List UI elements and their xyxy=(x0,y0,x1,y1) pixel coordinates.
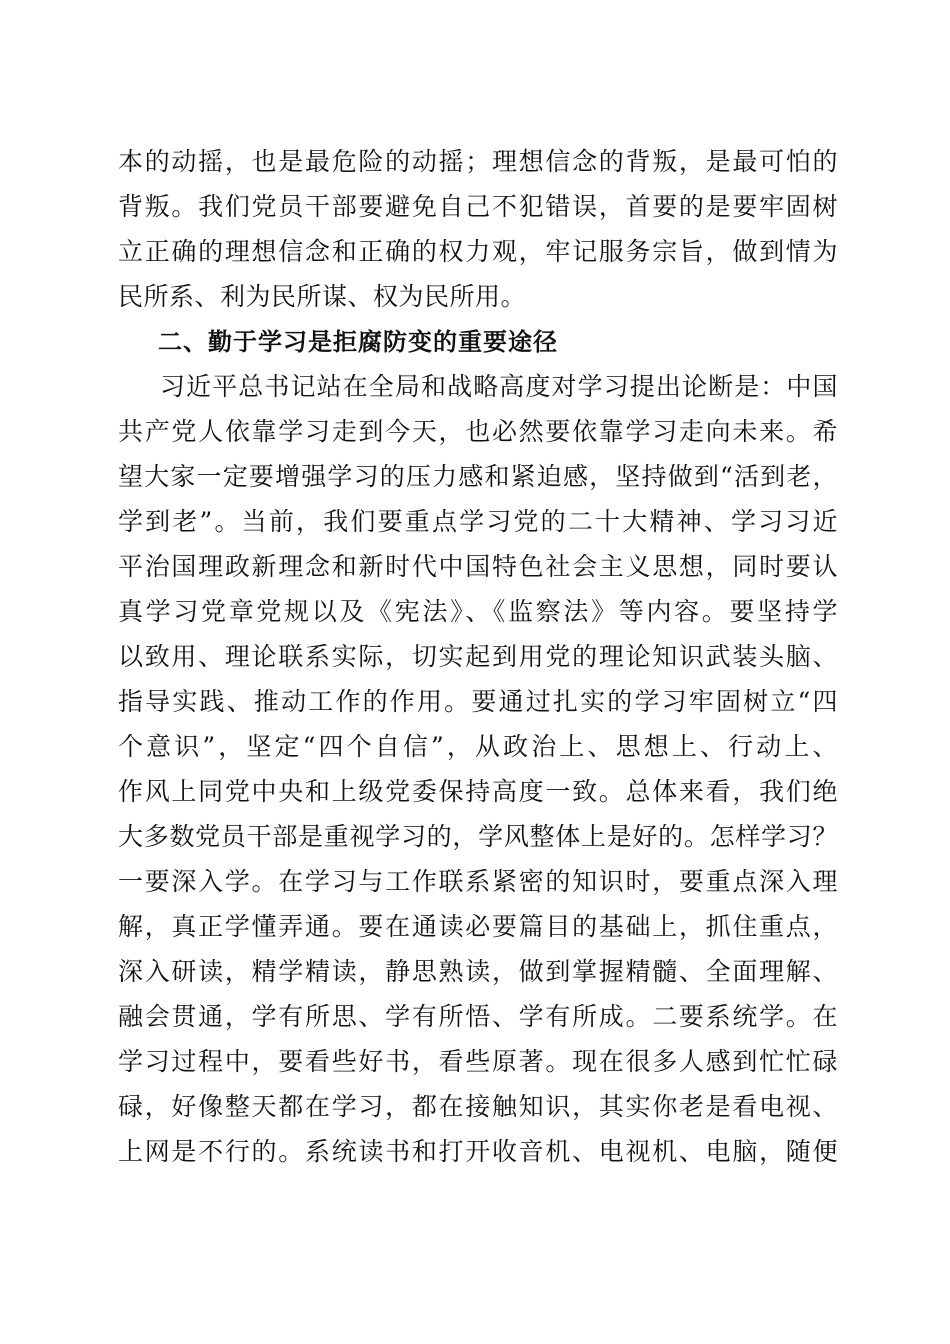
paragraph-line: 学到老”。当前，我们要重点学习党的二十大精神、学习习近 xyxy=(118,507,838,536)
paragraph-line: 大多数党员干部是重视学习的，学风整体上是好的。怎样学习？ xyxy=(118,822,838,851)
paragraph-line: 望大家一定要增强学习的压力感和紧迫感，坚持做到“活到老， xyxy=(118,462,838,491)
paragraph-line: 个意识”，坚定“四个自信”，从政治上、思想上、行动上、 xyxy=(118,732,838,761)
paragraph-line: 深入研读，精学精读，静思熟读，做到掌握精髓、全面理解、 xyxy=(118,957,838,986)
section-heading: 二、勤于学习是拒腐防变的重要途径 xyxy=(158,328,558,356)
paragraph-line: 共产党人依靠学习走到今天，也必然要依靠学习走向未来。希 xyxy=(118,417,838,446)
paragraph-line: 碌，好像整天都在学习，都在接触知识，其实你老是看电视、 xyxy=(118,1092,838,1121)
paragraph-line: 立正确的理想信念和正确的权力观，牢记服务宗旨，做到情为 xyxy=(118,237,838,266)
paragraph-line: 融会贯通，学有所思、学有所悟、学有所成。二要系统学。在 xyxy=(118,1002,838,1031)
paragraph-line: 学习过程中，要看些好书，看些原著。现在很多人感到忙忙碌 xyxy=(118,1047,838,1076)
paragraph-line: 习近平总书记站在全局和战略高度对学习提出论断是：中国 xyxy=(160,372,838,401)
paragraph-line: 指导实践、推动工作的作用。要通过扎实的学习牢固树立“四 xyxy=(118,687,838,716)
paragraph-line: 平治国理政新理念和新时代中国特色社会主义思想，同时要认 xyxy=(118,552,838,581)
paragraph-line: 真学习党章党规以及《宪法》、《监察法》等内容。要坚持学 xyxy=(118,597,838,626)
paragraph-line: 背叛。我们党员干部要避免自己不犯错误，首要的是要牢固树 xyxy=(118,192,838,221)
paragraph-line: 民所系、利为民所谋、权为民所用。 xyxy=(118,282,527,311)
paragraph-line: 解，真正学懂弄通。要在通读必要篇目的基础上，抓住重点， xyxy=(118,912,838,941)
paragraph-line: 上网是不行的。系统读书和打开收音机、电视机、电脑，随便 xyxy=(118,1137,838,1166)
paragraph-line: 以致用、理论联系实际，切实起到用党的理论知识武装头脑、 xyxy=(118,642,838,671)
paragraph-line: 一要深入学。在学习与工作联系紧密的知识时，要重点深入理 xyxy=(118,867,838,896)
paragraph-line: 本的动摇，也是最危险的动摇；理想信念的背叛，是最可怕的 xyxy=(118,147,838,176)
paragraph-line: 作风上同党中央和上级党委保持高度一致。总体来看，我们绝 xyxy=(118,777,838,806)
